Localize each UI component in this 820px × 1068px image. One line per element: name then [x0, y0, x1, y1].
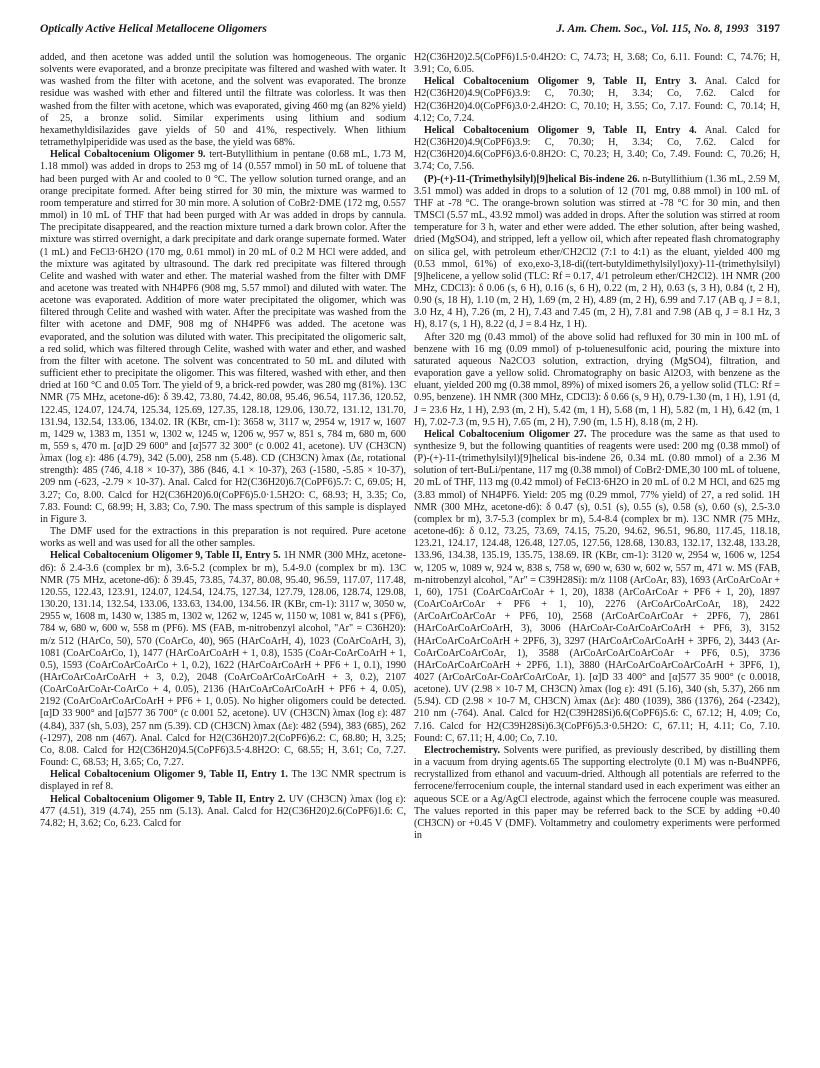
paragraph: Helical Cobaltocenium Oligomer 9, Table II, Entry 5. 1H NMR (300 MHz, acetone-d6): δ 2.4-3.6 (complex br m), 3.6-5.2 (complex br m), 5.4-9.0 (complex br m). 13C NMR (75 MHz, acetone-d6): δ 39.45, 73.85, 74.37, 80.08, 95.40, 96.59, 117.07, 117.48, 120.55, 122.43, 123.91, 124.07, 124.54, 124.75, 127.34, 127.79, 128.06, 128.74, 129.08, 130.20, 131.14, 132.54, 133.06, 133.63, 134.00, 134.56. IR (KBr, cm-1): 3117 w, 3050 w, 2955 w, 1608 m, 1430 w, 1385 m, 1302 w, 1262 w, 1245 w, 1150 w, 1081 w, 841 s (PF6), 784 w, 680 w, 600 w, 558 m (PF6). MS (FAB, m-nitrobenzyl alcohol, "Ar" = C36H20): m/z 512 (HArCo, 50), 570 (CoArCo, 40), 965 (HArCoArH, 4), 1023 (CoArCoArH, 3), 1081 (CoArCoArCo, 1), 1477 (HArCoArCoArH + 1, 0.8), 1535 (CoAr-CoArCoArH + 1, 0.5), 1593 (CoArCoArCoArCo + 1, 0.2), 1622 (HArCoArCoArH + PF6 + 1, 0.1), 1990 (HArCoArCoArCoArH + 3, 0.2), 2048 (CoArCoArCoArCoArH + 3, 0.2), 2107 (CoArCoArCoAr-CoArCo + 4, 0.05), 2136 (HArCoArCoArCoArH + PF6 + 4, 0.05), 2192 (CoArCoArCoArCoArH + PF6 + 1, 0.05). No higher oligomers could be detected. [α]D 33 900° and [α]577 36 700° (c 0.001 52, acetone). UV (CH3CN) λmax (log ε): 487 (4.84), 337 (sh, 5.03), 257 nm (5.39). CD (CH3CN) λmax (Δε): 482 (594), 383 (685), 262 (-1297), 208 nm (467). Anal. Calcd for H2(C36H20)7.2(CoPF6)6.2: C, 68.80; H, 3.25; Co, 8.08. Calcd for H2(C36H20)4.5(CoPF6)3.5·4.8H2O: C, 68.55; H, 3.61; Co, 7.27. Found: C, 68.53; H, 3.65; Co, 7.27. [40, 550, 406, 769]
page-number: 3197 [756, 22, 780, 35]
journal-name: J. Am. Chem. Soc., Vol. 115, No. 8, 1993 [556, 22, 749, 35]
paragraph-heading: Helical Cobaltocenium Oligomer 9, Table II, Entry 3. [424, 76, 697, 88]
right-column [414, 52, 780, 1052]
paragraph: H2(C36H20)2.5(CoPF6)1.5·0.4H2O: C, 74.73; H, 3.68; Co, 6.11. Found: C, 74.76; H, 3.91; Co, 6.05. [414, 52, 780, 76]
paragraph: (P)-(+)-11-(Trimethylsilyl)[9]helical Bis-indene 26. n-Butyllithium (1.36 mL, 2.59 M, 3.51 mmol) was added in drops to a solution of 12 (701 mg, 0.88 mmol) in 100 mL of THF at -78 °C. The orange-brown solution was stirred at -78 °C for 30 min, and then TMSCl (5.57 mL, 43.92 mmol) was added in drops. After the solution was stirred at room temperature for 3 h, water and ether were added. The ether solution, after being washed, dried (MgSO4), and stripped, left a yellow oil, which after repeated flash chromatography on silica gel, with petroleum ether/CH2Cl2 (7:1 to 4:1) as the eluant, yielded 400 mg (0.53 mmol, 61%) of exo,exo-3,18-di((tert-butyldimethylsilyl)oxy)-11-(trimethylsilyl)[9]helicene, a yellow solid (TLC: Rf = 0.17, 4/1 petroleum ether/CH2Cl2). 1H NMR (200 MHz, CDCl3): δ 0.06 (s, 6 H), 0.16 (s, 6 H), 0.22 (m, 2 H), 0.63 (s, 3 H), 0.84 (t, 2 H), 0.90 (s, 18 H), 1.10 (m, 2 H), 1.69 (m, 2 H), 4.89 (m, 2 H), 6.99 and 7.17 (AB q, J = 8.1, 3.0 Hz, 4 H), 7.26 (m, 2 H), 7.43 and 7.45 (m, 2 H), 7.81 and 7.98 (AB q, J = 8.1 Hz, 3 H), 8.17 (s, 1 H), 8.22 (d, J = 8.4 Hz, 1 H). [414, 173, 780, 331]
paragraph: Helical Cobaltocenium Oligomer 9, Table II, Entry 2. UV (CH3CN) λmax (log ε): 477 (4.51), 319 (4.74), 255 nm (5.13). Anal. Calcd for H2(C36H20)2.6(CoPF6)1.6: C, 74.82; H, 3.62; Co, 6.23. Calcd for [40, 793, 406, 829]
paragraph: The DMF used for the extractions in this preparation is not required. Pure acetone works as well and was used for all the other samples. [40, 526, 406, 550]
paragraph: Helical Cobaltocenium Oligomer 9, Table II, Entry 3. Anal. Calcd for H2(C36H20)4.9(CoPF6)3.9: C, 70.30; H, 3.34; Co, 7.62. Calcd for H2(C36H20)4.0(CoPF6)3.0·2.4H2O: C, 70.10; H, 3.55; Co, 7.17. Found: C, 70.14; H, 4.12; Co, 7.24. [414, 76, 780, 124]
paragraph-heading: Helical Cobaltocenium Oligomer 27. [424, 428, 587, 440]
journal-citation [556, 22, 780, 35]
body-columns [40, 52, 780, 1052]
running-title: Optically Active Helical Metallocene Oligomers [40, 22, 267, 35]
paragraph-heading: Helical Cobaltocenium Oligomer 9, Table II, Entry 4. [424, 124, 697, 136]
paragraph: added, and then acetone was added until the solution was homogeneous. The organic solvents were evaporated, and a bronze precipitate was filtered and washed with water. It was washed from the filter with acetone, and the solvent was evaporated. The bronze residue was washed with ether and filtered until the filtrate was colorless. It was then washed from the filter with acetone, which was evaporated, giving 460 mg (an 82% yield) of 25, a bronze solid. Similar experiments using lithium and sodium hexamethyldisilazides gave yields of 50 and 41%, respectively. When lithium tetramethylpiperidide was used as the base, the yield was 68%. [40, 52, 406, 149]
paragraph: After 320 mg (0.43 mmol) of the above solid had refluxed for 30 min in 100 mL of benzene with 16 mg (0.09 mmol) of p-toluenesulfonic acid, pouring the mixture into saturated aqueous Na2CO3 solution, extraction, drying (MgSO4), filtration, and evaporation gave a yellow solid. Chromatography on basic Al2O3, with benzene as the eluant, yielded 200 mg (0.38 mmol, 89%) of mixed isomers 26, a yellow solid (TLC: Rf = 0.95, benzene). 1H NMR (300 MHz, CDCl3): δ 0.66 (s, 9 H), 0.79-1.30 (m, 1 H), 1.91 (d, J = 23.6 Hz, 1 H), 2.93 (m, 2 H), 5.42 (m, 1 H), 5.68 (m, 1 H), 5.82 (m, 1 H), 6.42 (m, 1 H), 7.02-7.3 (m, 9.5 H), 7.65 (m, 2 H), 7.90 (m, 1.5 H), 8.18 (m, 2 H). [414, 331, 780, 428]
paragraph: Electrochemistry. Solvents were purified, as previously described, by distilling them in a vacuum from drying agents.65 The supporting electrolyte (0.1 M) was n-Bu4NPF6, recrystallized from ethanol and vacuum-dried. Although all potentials are referred to the ferrocene/ferrocenium couple, the internal standard used in each experiment was either an aqueous SCE or a Ag/AgCl electrode, against which the ferrocene couple was measured. The values reported in this paper may be referred back to the SCE by adding +0.40 (CH3CN) or +0.45 V (DMF). Voltammetry and coulometry experiments were performed in [414, 744, 780, 841]
paragraph-heading: Helical Cobaltocenium Oligomer 9, Table II, Entry 1. [50, 769, 288, 781]
paragraph: Helical Cobaltocenium Oligomer 9. tert-Butyllithium in pentane (0.68 mL, 1.73 M, 1.18 mmol) was added in drops to 253 mg of 14 (0.557 mmol) in 50 mL of toluene that had been purged with Ar and cooled to 0 °C. The yellow solution turned orange, and an orange precipitate formed. After being stirred for 30 min, the mixture was warmed to room temperature and stirred for 30 min more. A solution of CoBr2·DME (172 mg, 0.557 mmol) in 10 mL of THF that had been purged with Ar was added in drops by cannula. The precipitate disappeared, and the reaction mixture turned a dark brown color. After the mixture was stirred overnight, a dark precipitate and dark orange supernate formed. Water (1 mL) and FeCl3·6H2O (170 mg, 0.61 mmol) in 20 mL of 0.2 M HCl were added, and the mixture was agitated by ultrasound. The dark red precipitate was filtered through Celite and washed with water and ether. The material washed from the filter with DMF and acetone was treated with NH4PF6 (908 mg, 5.57 mmol) and diluted with water. The acetone was evaporated. Addition of more water precipitated the oligomer, which was filtered through Celite and washed with water. After the precipitate was washed from the filter with acetone and DMF, 908 mg of NH4PF6 was added. The acetone was evaporated, and the solution was diluted with water. This precipitated the oligomeric salt, a red solid, which was filtered through Celite, washed with water and ether, and washed from the filter with acetone. The solvent was concentrated to 50 mL and diluted with sufficient ether to precipitate the oligomer. This was filtered, washed with ether, and then dried at 160 °C and 0.05 Torr. The yield of 9, a brick-red powder, was 280 mg (81%). 13C NMR (75 MHz, acetone-d6): δ 39.42, 73.80, 74.42, 80.08, 95.46, 96.54, 117.36, 120.52, 122.45, 124.07, 124.74, 125.34, 125.69, 127.35, 128.18, 129.06, 130.72, 131.12, 131.70, 131.94, 132.54, 133.06, 134.02. IR (KBr, cm-1): 3658 w, 3117 w, 2954 w, 1917 w, 1607 m, 1429 w, 1383 m, 1351 w, 1302 w, 1245 w, 1206 w, 957 w, 851 s, 784 m, 680 m, 600 m, 559 s, 470 m. [α]D 29 600° and [α]577 32 300° (c 0.002 41, acetone). UV (CH3CN) λmax (log ε): 486 (4.79), 342 (5.00), 258 nm (5.48). CD (CH3CN) λmax (Δε, rotational strength): 485 (746, 4.18 × 10-37), 386 (846, 4.1 × 10-37), 263 (-1580, -5.85 × 10-37), 209 nm (-623, -2.79 × 10-37). Anal. Calcd for H2(C36H20)6.7(CoPF6)5.7: C, 69.05; H, 3.27; Co, 8.00. Calcd for H2(C36H20)6.0(CoPF6)5.0·1.5H2O: C, 68.93; H, 3.35; Co, 7.83. Found: C, 68.99; H, 3.83; Co, 7.90. The mass spectrum of this sample is displayed in Figure 3. [40, 149, 406, 525]
page-header [40, 22, 780, 40]
paragraph: Helical Cobaltocenium Oligomer 9, Table II, Entry 1. The 13C NMR spectrum is displayed in ref 8. [40, 769, 406, 793]
paragraph-heading: Helical Cobaltocenium Oligomer 9, Table II, Entry 5. [50, 550, 281, 562]
paragraph-heading: (P)-(+)-11-(Trimethylsilyl)[9]helical Bis-indene 26. [424, 173, 640, 185]
paragraph-heading: Helical Cobaltocenium Oligomer 9. [50, 149, 206, 161]
paragraph: Helical Cobaltocenium Oligomer 27. The procedure was the same as that used to synthesize 9, but the following quantities of reagents were used: 200 mg (0.38 mmol) of (P)-(+)-11-(trimethylsilyl)[9]helical bis-indene 26, 0.34 mL (0.80 mmol) of a 2.36 M solution of tert-BuLi/pentane, 117 mg (0.38 mmol) of CoBr2·DME,30 100 mL of toluene, 20 mL of THF, 113 mg (0.42 mmol) of FeCl3·6H2O in 20 mL of 0.2 M HCl, and 625 mg (3.83 mmol) of NH4PF6. Yield: 205 mg (0.29 mmol, 77% yield) of 27, a red solid. 1H NMR (300 MHz, acetone-d6): δ 0.47 (s), 0.51 (s), 0.55 (s), 0.58 (s), 0.60 (s), 2.5-3.0 (complex br m), 3.7-5.3 (complex br m), 5.4-8.4 (complex br m). 13C NMR (75 MHz, acetone-d6): δ 0.12, 73.25, 73.69, 74.15, 75.20, 94.62, 96.51, 96.80, 117.45, 118.18, 123.21, 124.17, 124.48, 126.48, 127.05, 127.56, 128.68, 130.83, 132.17, 132.48, 133.28, 133.96, 134.38, 135.19, 135.75, 138.69. IR (KBr, cm-1): 3120 w, 2954 w, 1606 w, 1254 w, 1205 w, 1089 w, 924 w, 838 s, 758 w, 690 w, 630 w, 602 w, 557 m, 471 w. MS (FAB, m-nitrobenzyl alcohol, "Ar" = C39H28Si): m/z 1108 (ArCoAr, 83), 1693 (ArCoArCoAr + 1, 60), 1751 (CoArCoArCoAr + 1, 20), 1838 (ArCoArCoAr + PF6 + 1, 20), 1897 (CoArCoArCoAr + PF6 + 1, 10), 2276 (ArCoArCoArCoAr, 18), 2422 (ArCoArCoArCoAr + PF6, 10), 2568 (ArCoArCoArCoAr + 2PF6, 7), 2861 (HArCoArCoArCoArH, 3), 3006 (HArCoAr-CoArCoArCoArH + PF6, 3), 3152 (HArCoArCoArCoArH + 2PF6, 3), 3297 (HArCoArCoArCoArH + 3PF6, 2), 3443 (Ar-CoArCoArCoArCoAr, 1), 3588 (ArCoArCoArCoArCoAr + PF6, 0.5), 3736 (HArCoArCoArCoArH + 2PF6, 1.1), 3880 (HArCoArCoArCoArCoArH + 3PF6, 1), 4027 (ArCoArCoAr-CoArCoArCoAr, 1). [α]D 33 400° and [α]577 35 900° (c 0.0018, acetone). UV (2.98 × 10-7 M, CH3CN) λmax (log ε): 491 (5.16), 340 (sh, 5.37), 266 nm (5.94). CD (2.98 × 10-7 M, CH3CN) λmax (Δε): 480 (1039), 386 (1376), 264 (-2342), 210 nm (-764). Anal. Calcd for H2(C39H28Si)6.6(CoPF6)5.6: C, 67.12; H, 4.09; Co, 7.16. Calcd for H2(C39H28Si)6.3(CoPF6)5.3·0.5H2O: C, 67.11; H, 4.11; Co, 7.10. Found: C, 67.11; H, 4.00; Co, 7.10. [414, 428, 780, 744]
paragraph: Helical Cobaltocenium Oligomer 9, Table II, Entry 4. Anal. Calcd for H2(C36H20)4.9(CoPF6)3.9: C, 70.30; H, 3.34; Co, 7.62. Calcd for H2(C36H20)4.6(CoPF6)3.6·0.8H2O: C, 70.23; H, 3.40; Co, 7.49. Found: C, 70.26; H, 3.74; Co, 7.56. [414, 124, 780, 173]
paragraph-heading: Helical Cobaltocenium Oligomer 9, Table II, Entry 2. [50, 793, 286, 805]
paragraph-heading: Electrochemistry. [424, 744, 501, 756]
left-column [40, 52, 406, 1052]
